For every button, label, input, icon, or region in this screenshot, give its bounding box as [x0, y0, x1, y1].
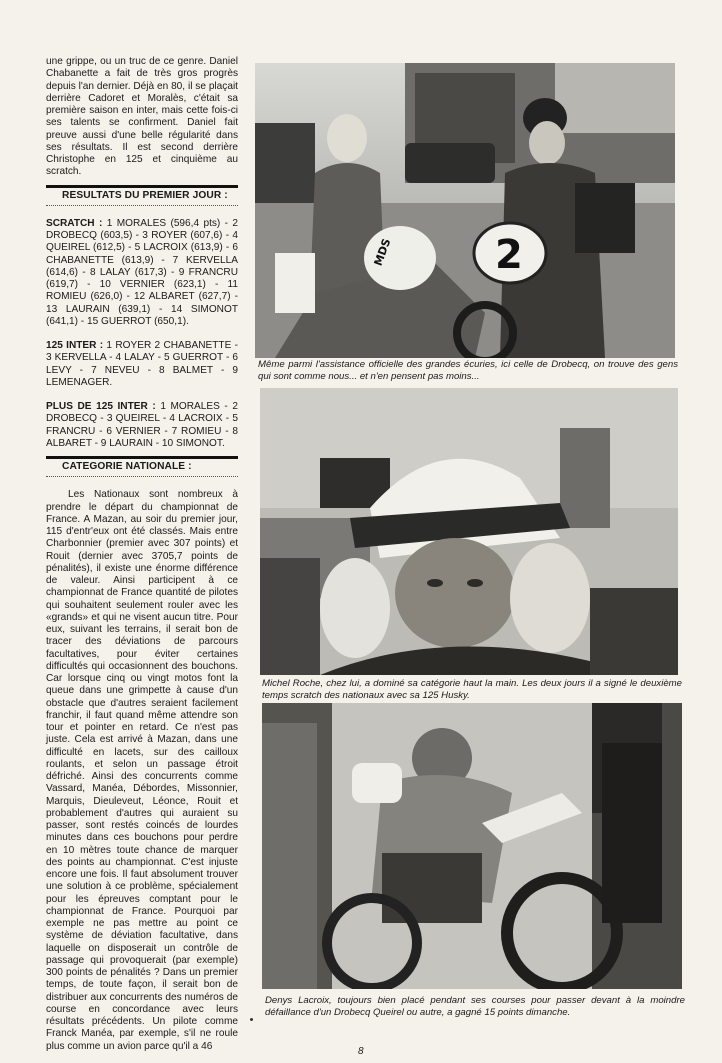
photo-drobecq-assistance-image: [255, 63, 675, 358]
scratch-text: 1 MORALES (596,4 pts) - 2 DROBECQ (603,5) - 3 ROYER (607,6) - 4 QUEIREL (612,5) - 5 LACROIX (613,9) - 6 CHABANETTE (613,9) - 7 KERVELLA (614,6) - 8 LALAY (617,3) - 9 FRANCRU (619,7) - 10 VERNIER (623,1) - 11 ROMIEU (626,0) - 12 ALBARET (627,7) - 13 LAURAIN (639,1) - 14 SIMONOT (641,1) - 15 GUERROT (650,1).: [46, 217, 239, 327]
results-heading: [46, 185, 238, 202]
photo-drobecq-caption: Même parmi l'assistance officielle des grandes écuries, ici celle de Drobecq, on trouve des gens qui sont comme nous... et n'en pensent pas moins...: [258, 359, 678, 382]
article-column: [46, 56, 238, 1053]
national-text: Les Nationaux sont nombreux à prendre le départ du championnat de France. A Mazan, au soir du premier jour, 115 d'entr'eux ont été classés. Mais entre Charbonnier (premier avec 307 points) et Rouit (dernier avec 3705,7 points de pénalités), il existe une énorme différence de valeur. Ainsi participent à ce championnat de France quantité de pilotes qui souhaitent seulement rouler avec les «grands» et qui ne visent aucun titre. Pour eux, suivant les terrains, il serait bon de tracer des déviations de parcours facultatives, pour éviter certaines difficultés qui occasionnent des bouchons. Car lorsque cinq ou vingt motos font la queue dans une grimpette à cause d'un obstacle que d'autres seraient facilement franchir, il faut quand même attendre son tour et pointer en retard. Ce n'est pas juste. Cela est arrivé à Mazan, dans une difficulté en lacets, sur des cailloux roulants, et selon un passage étroit défriché. Ainsi des concurrents comme Vassard, Manéa, Débordes, Missonnier, Marquis, Dieuleveut, Léonce, Rouit et probablement d'autres qui auraient su passer, sont restés coincés de lourdes minutes dans ces bouchons pour perdre en 10 mètres toute chance de marquer des points au championnat. C'est injuste encore une fois. Il faut absolument trouver une solution à ce problème, spécialement pour les épreuves comptant pour le championnat de France. Pourquoi par exemple ne pas mettre au point ce système de déviation facultative, dans laquelle on disposerait un contrôle de passage qui provoquerait (par exemple) 300 points de pénalités ? Dans un premier temps, de toute façon, il serait bon de distribuer aux concurrents des numéros de course en concordance avec leurs résultats précédents. Un pilote comme Franck Manéa, par exemple, s'il ne roule plus comme un avion parce qu'il a 46: [46, 489, 238, 1052]
plus125-results: [46, 401, 238, 450]
photo-denys-lacroix-image: [262, 703, 682, 989]
scratch-results: [46, 218, 238, 328]
article-intro: une grippe, ou un truc de ce genre. Daniel Chabanette a fait de très gros progrès depuis l'an dernier. Déjà en 80, il se plaçait derrière Cadoret et Moralès, c'était sa première saison en inter, mais cette fois-ci ses talents se confirment. Daniel fait preuve aussi d'une belle régularité dans ses résultats. Il est second derrière Christophe en 125 et cinquième au scratch.: [46, 56, 238, 178]
helmet-lettering: MDS: [371, 236, 394, 268]
bullet-dot: [250, 1018, 253, 1021]
inter125-text: 1 ROYER 2 CHABANETTE - 3 KERVELLA - 4 LALAY - 5 GUERROT - 6 LEVY - 7 NEVEU - 8 BALMET - 9 LEMENAGER.: [46, 340, 238, 388]
number-plate-digit: 2: [495, 232, 523, 278]
photo-michel-roche-image: [260, 388, 678, 675]
national-heading-text: CATEGORIE NATIONALE :: [62, 461, 192, 472]
photo-drobecq-assistance: [255, 63, 675, 358]
results-heading-text: RESULTATS DU PREMIER JOUR :: [62, 189, 228, 201]
plus125-label: PLUS DE 125 INTER :: [46, 401, 156, 412]
photo-michel-roche-caption: Michel Roche, chez lui, a dominé sa catégorie haut la main. Les deux jours il a signé le deuxième temps scratch des nationaux avec sa 125 Husky.: [262, 678, 682, 701]
photo-denys-lacroix-caption: Denys Lacroix, toujours bien placé pendant ses courses pour passer devant à la moindre défaillance d'un Drobecq Queirel ou autre, a gagné 15 points dimanche.: [265, 995, 685, 1018]
photo-michel-roche: [260, 388, 678, 675]
plus125-text: 1 MORALES - 2 DROBECQ - 3 QUEIREL - 4 LACROIX - 5 FRANCRU - 6 VERNIER - 7 ROMIEU - 8 ALBARET - 9 LAURAIN - 10 SIMONOT.: [46, 401, 238, 449]
inter125-results: [46, 340, 238, 389]
scratch-label: SCRATCH :: [46, 217, 103, 229]
inter125-label: 125 INTER :: [46, 340, 104, 351]
page-number: 8: [358, 1046, 364, 1057]
photo-denys-lacroix: [262, 703, 682, 989]
national-heading: [46, 456, 238, 473]
